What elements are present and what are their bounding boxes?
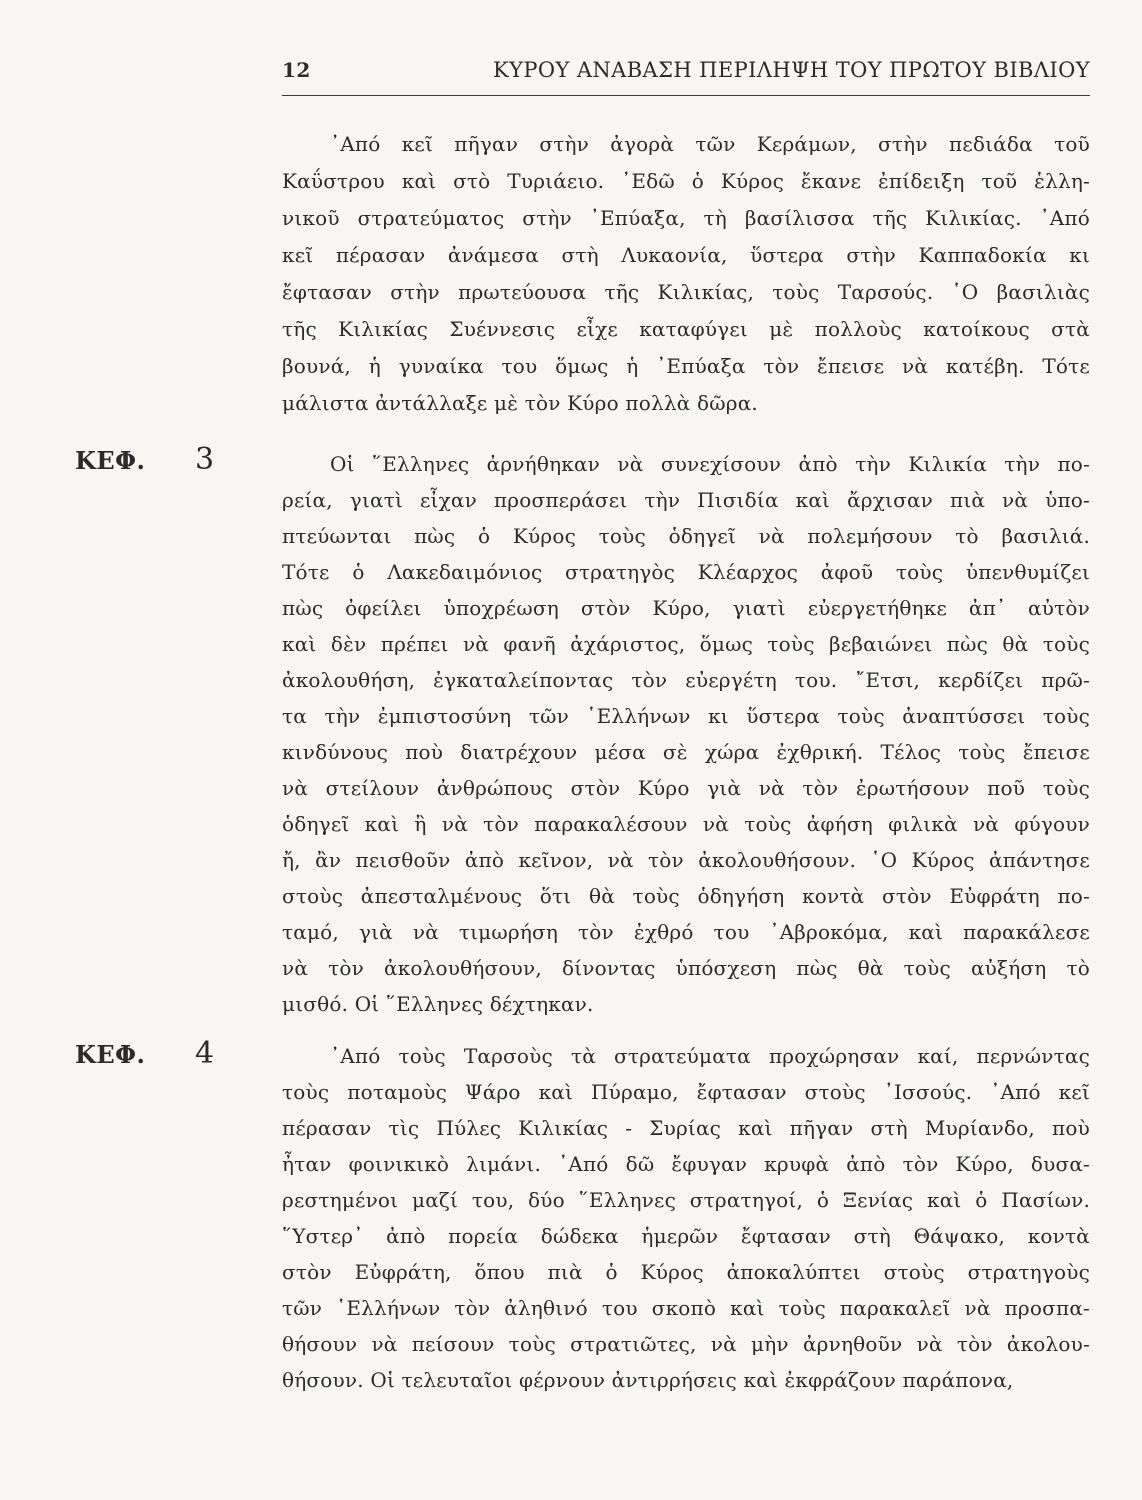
chapter-number: 3 <box>195 442 215 477</box>
text-line: τῆς Κιλικίας Συέννεσις εἶχε καταφύγει μὲ πολλοὺς κατοίκους στὰ <box>282 317 1090 341</box>
text-line: θήσουν νὰ πείσουν τοὺς στρατιῶτες, νὰ μὴν ἀρνηθοῦν νὰ τὸν ἀκολου- <box>282 1332 1090 1356</box>
text-line: θήσουν. Οἱ τελευταῖοι φέρνουν ἀντιρρήσεις καὶ ἐκφράζουν παράπονα, <box>282 1368 1014 1392</box>
running-title: ΚΥΡΟΥ ΑΝΑΒΑΣΗ ΠΕΡΙΛΗΨΗ ΤΟΥ ΠΡΩΤΟΥ ΒΙΒΛΙΟΥ <box>492 58 1090 82</box>
text-line: πτεύωνται πὼς ὁ Κύρος τοὺς ὁδηγεῖ νὰ πολεμήσουν τὸ βασιλιά. <box>282 524 1090 548</box>
text-line: κεῖ πέρασαν ἀνάμεσα στὴ Λυκαονία, ὕστερα στὴν Καππαδοκία κι <box>282 243 1090 267</box>
text-line: μάλιστα ἀντάλλαξε μὲ τὸν Κύρο πολλὰ δῶρα. <box>282 391 758 415</box>
text-line: καὶ δὲν πρέπει νὰ φανῆ ἀχάριστος, ὅμως τοὺς βεβαιώνει πὼς θὰ τοὺς <box>282 632 1090 656</box>
chapter-marker-4 <box>75 1036 215 1071</box>
chapter-label: ΚΕΦ. <box>75 446 146 475</box>
text-line: Οἱ ῞Ελληνες ἀρνήθηκαν νὰ συνεχίσουν ἀπὸ τὴν Κιλικία τὴν πο- <box>330 452 1090 476</box>
text-line: ἤ, ἂν πεισθοῦν ἀπὸ κεῖνον, νὰ τὸν ἀκολουθήσουν. ῾Ο Κύρος ἀπάντησε <box>282 848 1090 872</box>
text-line: πὼς ὀφείλει ὑποχρέωση στὸν Κύρο, γιατὶ εὐεργετήθηκε ἀπ᾿ αὐτὸν <box>282 596 1090 620</box>
running-header <box>282 58 1090 92</box>
text-line: ἔφτασαν στὴν πρωτεύουσα τῆς Κιλικίας, τοὺς Ταρσούς. ῾Ο βασιλιὰς <box>282 280 1090 304</box>
text-line: τῶν ῾Ελλήνων τὸν ἀληθινό του σκοπὸ καὶ τοὺς παρακαλεῖ νὰ προσπα- <box>282 1296 1090 1320</box>
chapter-label: ΚΕΦ. <box>75 1040 146 1069</box>
chapter-marker-3 <box>75 442 215 477</box>
text-line: Τότε ὁ Λακεδαιμόνιος στρατηγὸς Κλέαρχος ἀφοῦ τοὺς ὑπενθυμίζει <box>282 560 1090 584</box>
text-line: κινδύνους ποὺ διατρέχουν μέσα σὲ χώρα ἐχθρική. Τέλος τοὺς ἔπεισε <box>282 740 1090 764</box>
text-line: ταμό, γιὰ νὰ τιμωρήση τὸν ἐχθρό του ᾿Αβροκόμα, καὶ παρακάλεσε <box>282 920 1090 944</box>
text-line: τα τὴν ἐμπιστοσύνη τῶν ῾Ελλήνων κι ὕστερα τοὺς ἀναπτύσσει τοὺς <box>282 704 1090 728</box>
text-line: ἦταν φοινικικὸ λιμάνι. ᾿Από δῶ ἔφυγαν κρυφὰ ἀπὸ τὸν Κύρο, δυσα- <box>282 1152 1090 1176</box>
text-line: ρεστημένοι μαζί του, δύο ῞Ελληνες στρατηγοί, ὁ Ξενίας καὶ ὁ Πασίων. <box>282 1188 1090 1212</box>
text-line: νικοῦ στρατεύματος στὴν ᾿Επύαξα, τὴ βασίλισσα τῆς Κιλικίας. ᾿Από <box>282 206 1090 230</box>
text-line: μισθό. Οἱ ῞Ελληνες δέχτηκαν. <box>282 992 594 1016</box>
chapter-number: 4 <box>195 1036 215 1071</box>
text-line: στὸν Εὐφράτη, ὅπου πιὰ ὁ Κύρος ἀποκαλύπτει στοὺς στρατηγοὺς <box>282 1260 1090 1284</box>
text-line: ὁδηγεῖ καὶ ἢ νὰ τὸν παρακαλέσουν νὰ τοὺς ἀφήση φιλικὰ νὰ φύγουν <box>282 812 1090 836</box>
text-line: νὰ τὸν ἀκολουθήσουν, δίνοντας ὑπόσχεση πὼς θὰ τοὺς αὐξήση τὸ <box>282 956 1090 980</box>
header-rule <box>282 95 1090 96</box>
text-line: ἀκολουθήση, ἐγκαταλείποντας τὸν εὐεργέτη του. ῎Ετσι, κερδίζει πρῶ- <box>282 668 1090 692</box>
text-line: ρεία, γιατὶ εἶχαν προσπεράσει τὴν Πισιδία καὶ ἄρχισαν πιὰ νὰ ὑπο- <box>282 488 1090 512</box>
text-line: ᾿Από κεῖ πῆγαν στὴν ἀγορὰ τῶν Κεράμων, στὴν πεδιάδα τοῦ <box>330 132 1090 156</box>
text-line: στοὺς ἀπεσταλμένους ὅτι θὰ τοὺς ὁδηγήση κοντὰ στὸν Εὐφράτη πο- <box>282 884 1090 908</box>
text-line: νὰ στείλουν ἀνθρώπους στὸν Κύρο γιὰ νὰ τὸν ἐρωτήσουν ποῦ τοὺς <box>282 776 1090 800</box>
text-line: βουνά, ἡ γυναίκα του ὅμως ἡ ᾿Επύαξα τὸν ἔπεισε νὰ κατέβη. Τότε <box>282 354 1090 378</box>
page-number: 12 <box>282 58 311 82</box>
text-line: ῞Υστερ᾿ ἀπὸ πορεία δώδεκα ἡμερῶν ἔφτασαν στὴ Θάψακο, κοντὰ <box>282 1224 1090 1248</box>
text-line: ᾿Από τοὺς Ταρσοὺς τὰ στρατεύματα προχώρησαν καί, περνώντας <box>330 1044 1090 1068</box>
text-line: τοὺς ποταμοὺς Ψάρο καὶ Πύραμο, ἔφτασαν στοὺς ᾿Ισσούς. ᾿Από κεῖ <box>282 1080 1090 1104</box>
text-line: πέρασαν τὶς Πύλες Κιλικίας - Συρίας καὶ πῆγαν στὴ Μυρίανδο, ποὺ <box>282 1116 1090 1140</box>
text-line: Καΰστρου καὶ στὸ Τυριάειο. ᾿Εδῶ ὁ Κύρος ἔκανε ἐπίδειξη τοῦ ἑλλη- <box>282 169 1090 193</box>
